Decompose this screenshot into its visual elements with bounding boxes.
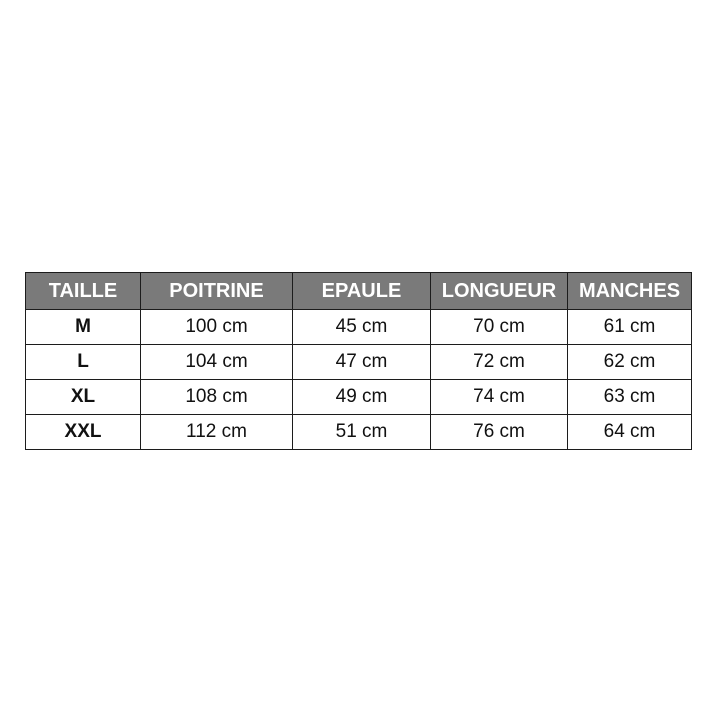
table-row [26,415,692,450]
header-row [26,273,692,310]
longueur-cell: 74 cm [431,380,568,415]
epaule-cell: 45 cm [293,310,431,345]
table-row [26,310,692,345]
header-epaule: EPAULE [293,273,431,310]
manches-cell: 62 cm [568,345,692,380]
table-row [26,380,692,415]
manches-cell: 63 cm [568,380,692,415]
longueur-cell: 76 cm [431,415,568,450]
epaule-cell: 49 cm [293,380,431,415]
epaule-cell: 47 cm [293,345,431,380]
size-chart-table [25,272,692,450]
size-cell: XXL [26,415,141,450]
header-manches: MANCHES [568,273,692,310]
table-row [26,345,692,380]
header-poitrine: POITRINE [141,273,293,310]
poitrine-cell: 104 cm [141,345,293,380]
header-longueur: LONGUEUR [431,273,568,310]
manches-cell: 64 cm [568,415,692,450]
longueur-cell: 70 cm [431,310,568,345]
longueur-cell: 72 cm [431,345,568,380]
size-cell: L [26,345,141,380]
header-taille: TAILLE [26,273,141,310]
poitrine-cell: 112 cm [141,415,293,450]
poitrine-cell: 108 cm [141,380,293,415]
manches-cell: 61 cm [568,310,692,345]
poitrine-cell: 100 cm [141,310,293,345]
size-cell: XL [26,380,141,415]
size-cell: M [26,310,141,345]
epaule-cell: 51 cm [293,415,431,450]
